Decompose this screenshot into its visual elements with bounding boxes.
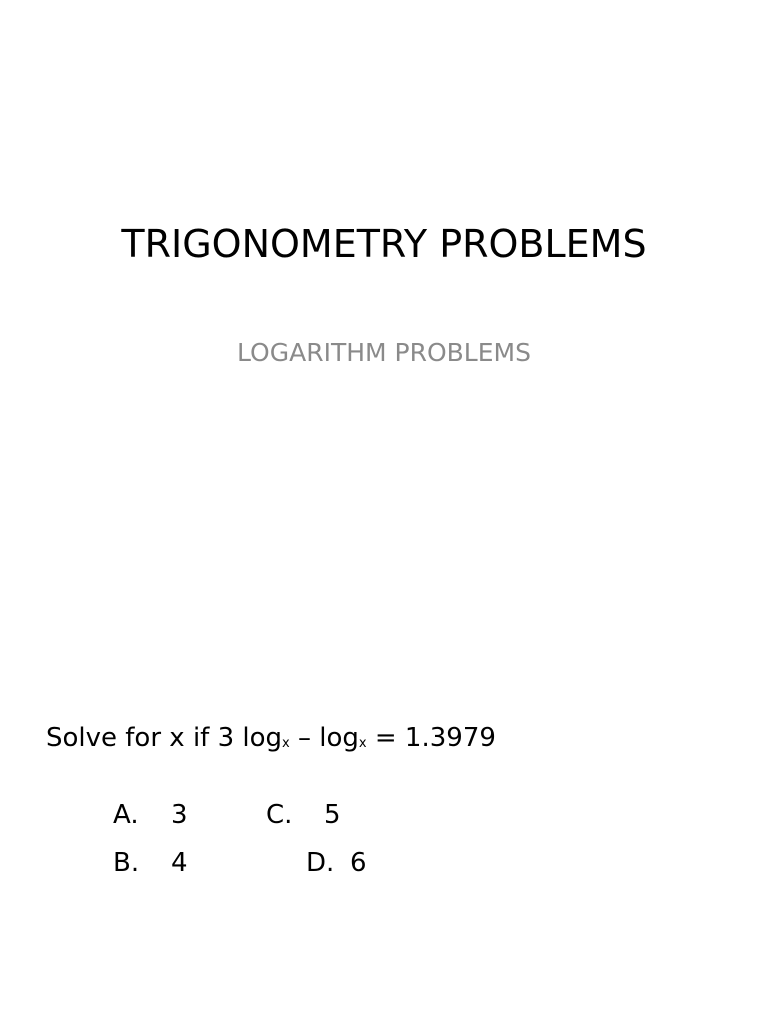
choice-d-value: 6 [350, 848, 367, 878]
log-subscript-2: x [358, 736, 367, 751]
choice-d [306, 845, 367, 881]
question-part-1: Solve for x if 3 log [46, 723, 283, 753]
choice-a [113, 797, 188, 833]
question-part-3: = 1.3979 [366, 723, 496, 753]
choice-d-letter: D. [306, 848, 335, 878]
question-part-2: – log [289, 723, 359, 753]
choice-a-letter: A. [113, 800, 139, 830]
choice-b [113, 845, 188, 881]
choice-c [266, 797, 341, 833]
question-text [46, 719, 496, 757]
log-subscript-1: x [282, 736, 290, 751]
choice-b-value: 4 [171, 848, 188, 878]
choice-a-value: 3 [171, 800, 188, 830]
choice-b-letter: B. [113, 848, 140, 878]
choice-c-letter: C. [266, 800, 293, 830]
slide-title: TRIGONOMETRY PROBLEMS [121, 222, 647, 266]
slide-subtitle: LOGARITHM PROBLEMS [237, 338, 531, 367]
choice-c-value: 5 [324, 800, 341, 830]
